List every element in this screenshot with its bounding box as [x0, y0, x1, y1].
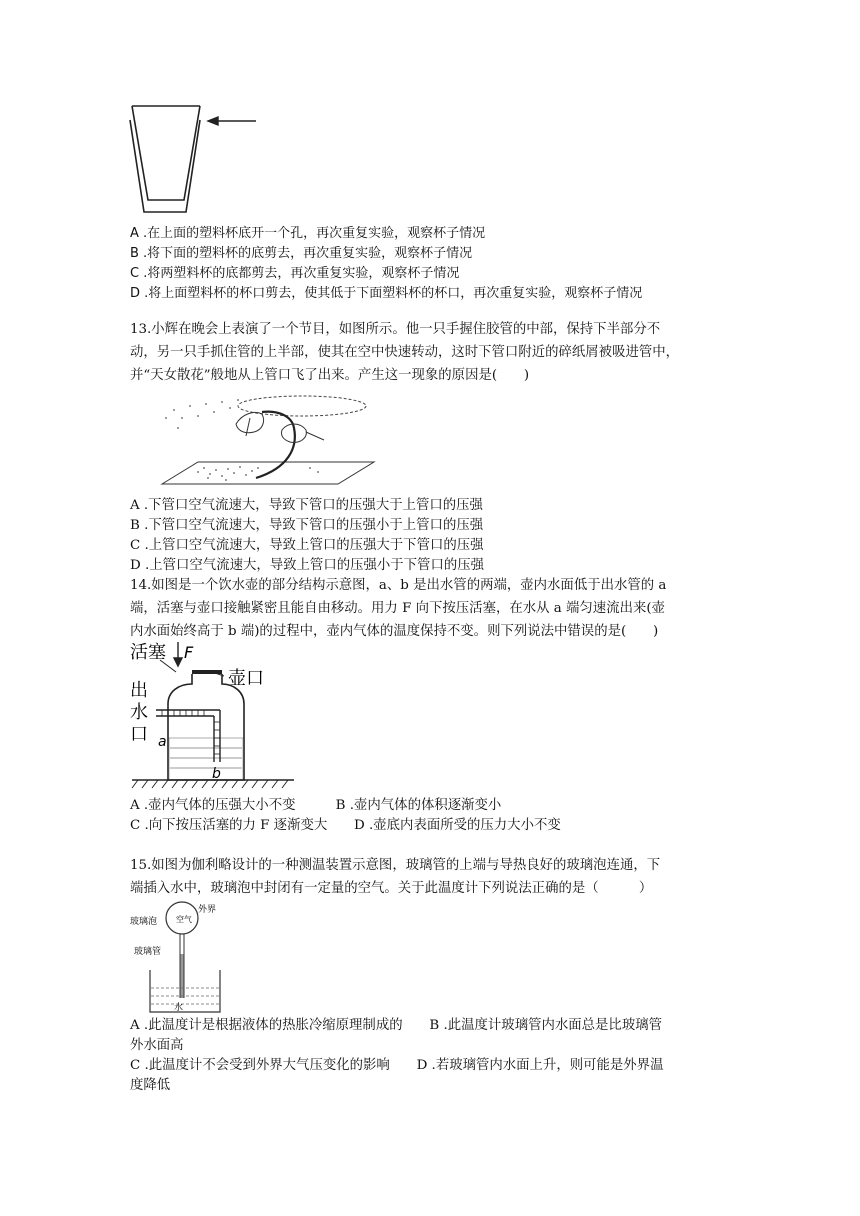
- q13-option-b: B .下管口空气流速大，导致下管口的压强小于上管口的压强: [130, 518, 484, 533]
- label-force: F: [184, 643, 194, 662]
- q14-stem-line-1: 14.如图是一个饮水壶的部分结构示意图，a、b 是出水管的两端，壶内水面低于出水管的 a: [130, 578, 667, 593]
- label-air: 空气: [176, 915, 192, 924]
- label-outlet-3: 口: [130, 724, 148, 745]
- q14-stem-line-2: 端，活塞与壶口接触紧密且能自由移动。用力 F 向下按压活塞，在水从 a 端匀速流出来(壶: [130, 601, 665, 616]
- hand-middle: [281, 424, 324, 442]
- q12-option-d: D .将上面塑料杯的杯口剪去，使其低于下面塑料杯的杯口，再次重复实验，观察杯子情况: [130, 286, 643, 301]
- q13-stem-line-3: 并“天女散花”般地从上管口飞了出来。产生这一现象的原因是( ): [130, 368, 530, 383]
- q13-stem-line-2: 动，另一只手抓住管的上半部，使其在空中快速转动，这时下管口附近的碎纸屑被吸进管中，: [130, 345, 680, 360]
- cups-figure: [128, 104, 268, 216]
- tube-water: [181, 954, 184, 998]
- q12-option-b: B .将下面的塑料杯的底剪去，再次重复实验，观察杯子情况: [130, 246, 473, 261]
- label-piston: 活塞: [130, 642, 166, 663]
- piston: [192, 670, 222, 674]
- q14-stem-line-3: 内水面始终高于 b 端)的过程中，壶内气体的温度保持不变。则下列说法中错误的是( ): [130, 624, 659, 639]
- q15-stem-line-1: 15.如图为伽利略设计的一种测温装置示意图，玻璃管的上端与导热良好的玻璃泡连通，下: [130, 858, 661, 873]
- q13-option-c: C .上管口空气流速大，导致上管口的压强大于下管口的压强: [130, 538, 484, 553]
- q15-stem-line-2: 端插入水中，玻璃泡中封闭有一定量的空气。关于此温度计下列说法正确的是（ ）: [130, 881, 653, 896]
- label-a: a: [158, 734, 167, 750]
- q15-option-cd-line-1: C .此温度计不会受到外界大气压变化的影响 D .若玻璃管内水面上升，则可能是外界温: [130, 1058, 664, 1073]
- paper-scraps: [165, 399, 319, 481]
- thermometer-figure: [130, 902, 230, 1014]
- label-outside: 外界: [198, 905, 217, 915]
- label-b: b: [212, 766, 221, 782]
- q15-option-ab-line-2: 外水面高: [130, 1038, 184, 1053]
- hose-figure: [138, 388, 378, 488]
- water-tank: [150, 970, 220, 1012]
- hand-upper: [236, 412, 264, 436]
- label-outlet-2: 水: [130, 702, 148, 723]
- q15-option-cd-line-2: 度降低: [130, 1078, 171, 1093]
- q12-option-a: A .在上面的塑料杯底开一个孔，再次重复实验，观察杯子情况: [130, 226, 486, 241]
- label-water: 水: [174, 1003, 184, 1013]
- q13-stem-line-1: 13.小辉在晚会上表演了一个节目，如图所示。他一只手握住胶管的中部，保持下半部分不: [130, 322, 661, 337]
- label-bulb: 玻璃泡: [130, 917, 158, 927]
- label-mouth: 壶口: [228, 668, 264, 689]
- kettle-body: [168, 674, 244, 780]
- arrow-icon: [208, 117, 256, 125]
- label-outlet-1: 出: [130, 680, 148, 701]
- q12-option-c: C .将两塑料杯的底都剪去，再次重复实验，观察杯子情况: [130, 266, 460, 281]
- q15-option-ab-line-1: A .此温度计是根据液体的热胀冷缩原理制成的 B .此温度计玻璃管内水面总是比玻璃管: [130, 1018, 662, 1033]
- q13-option-a: A .下管口空气流速大，导致下管口的压强大于上管口的压强: [130, 498, 483, 513]
- water: [169, 738, 243, 780]
- label-tube: 玻璃管: [134, 947, 162, 957]
- q14-option-ab: A .壶内气体的压强大小不变 B .壶内气体的体积逐渐变小: [130, 798, 502, 813]
- kettle-figure: [128, 640, 298, 792]
- force-arrow-icon: [174, 642, 182, 666]
- hose: [256, 412, 295, 478]
- q13-option-d: D .上管口空气流速大，导致上管口的压强小于下管口的压强: [130, 558, 485, 573]
- q14-option-cd: C .向下按压活塞的力 F 逐渐变大 D .壶底内表面所受的压力大小不变: [130, 818, 561, 833]
